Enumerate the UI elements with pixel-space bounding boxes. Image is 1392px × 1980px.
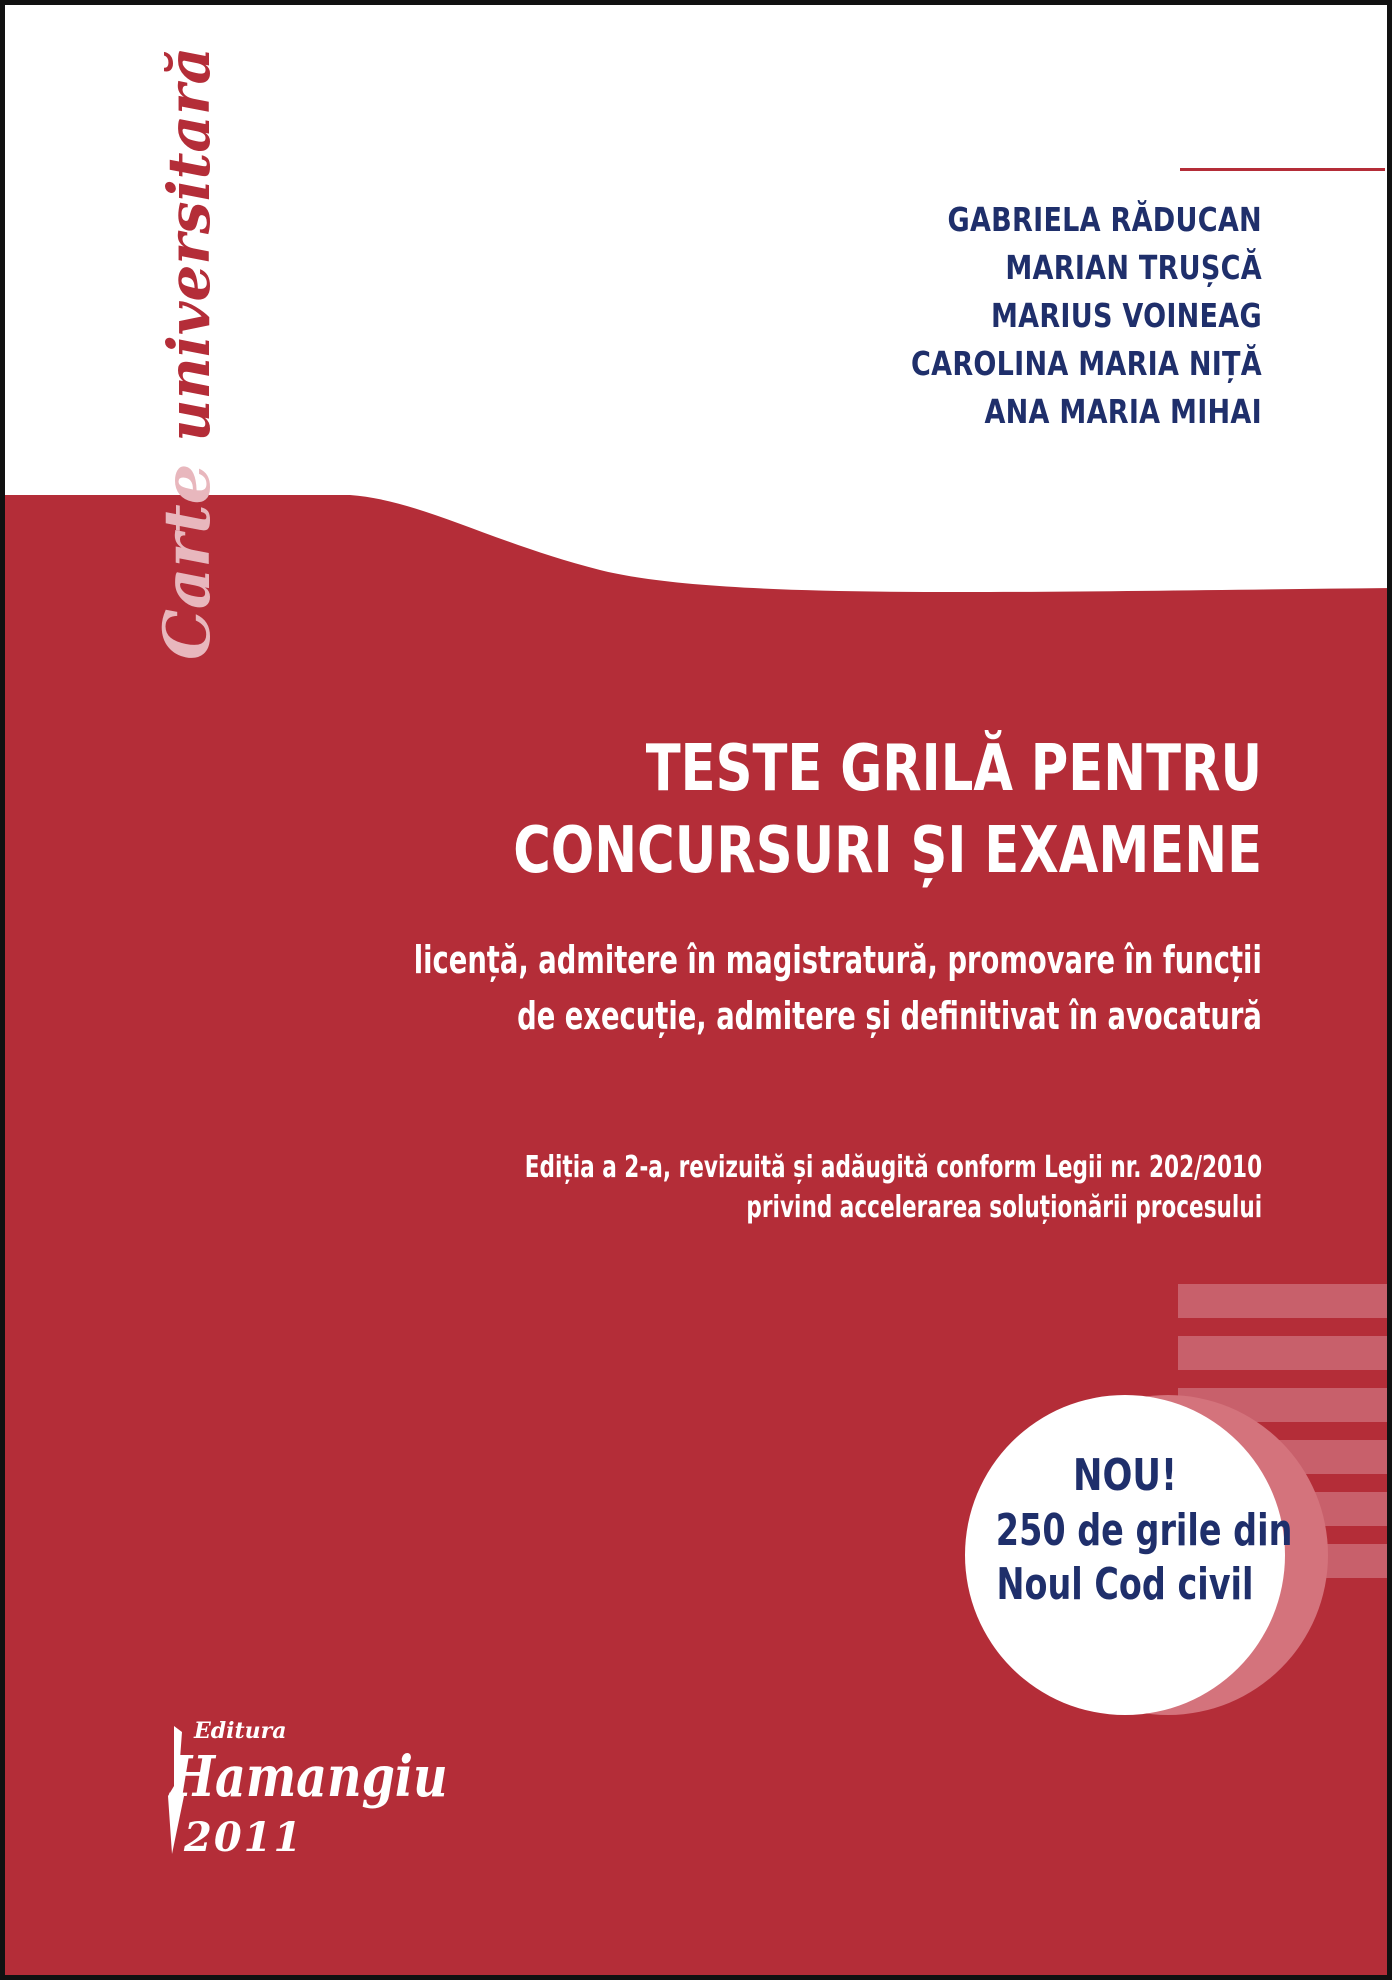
edition-note — [238, 1148, 1262, 1228]
author-list — [834, 196, 1262, 436]
series-universitara: universitară — [155, 46, 223, 442]
publisher-label: Editura — [194, 1718, 287, 1744]
subtitle-line-2: de execuție, admitere și definitivat în avocatură — [517, 994, 1262, 1038]
author-5: ANA MARIA MIHAI — [984, 392, 1262, 431]
publisher-name: Hamangiu — [170, 1744, 448, 1810]
title-line-1: TESTE GRILĂ PENTRU — [645, 732, 1262, 806]
book-subtitle — [84, 932, 1262, 1044]
title-line-2: CONCURSURI ȘI EXAMENE — [513, 814, 1262, 888]
top-accent-line — [1180, 168, 1385, 171]
stripe-2 — [1178, 1336, 1388, 1370]
edition-line-2: privind accelerarea soluționării procesului — [746, 1190, 1262, 1225]
book-title — [326, 728, 1262, 892]
badge-line-1: 250 de grile din — [995, 1505, 1293, 1556]
stripe-1 — [1178, 1284, 1388, 1318]
badge-new: NOU! — [1072, 1450, 1178, 1501]
series-label — [150, 47, 225, 660]
author-2: MARIAN TRUȘCĂ — [1005, 248, 1262, 287]
author-1: GABRIELA RĂDUCAN — [947, 200, 1262, 239]
new-badge — [955, 1448, 1295, 1612]
publication-year: 2011 — [184, 1814, 304, 1861]
author-3: MARIUS VOINEAG — [991, 296, 1262, 335]
badge-line-2: Noul Cod civil — [996, 1559, 1254, 1610]
subtitle-line-1: licență, admitere în magistratură, promovare în funcții — [413, 938, 1262, 982]
author-4: CAROLINA MARIA NIȚĂ — [911, 344, 1262, 383]
edition-line-1: Ediția a 2-a, revizuită și adăugită conform Legii nr. 202/2010 — [524, 1150, 1262, 1185]
series-carte: Carte — [150, 463, 225, 660]
